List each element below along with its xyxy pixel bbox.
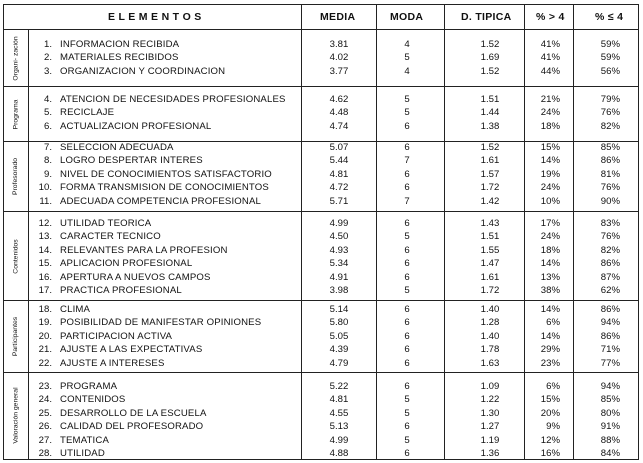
cell-moda: 6 xyxy=(404,317,410,329)
cell-moda: 4 xyxy=(404,39,410,50)
header-d-tipica: D. TIPICA xyxy=(461,11,512,23)
item-number: 8. xyxy=(43,155,52,167)
cell-pct-gt4: 41% xyxy=(540,39,560,50)
cell-moda: 6 xyxy=(404,344,410,356)
cell-moda: 6 xyxy=(404,330,410,342)
item-number: 5. xyxy=(43,107,52,119)
item-number: 27. xyxy=(38,434,52,446)
cell-moda: 6 xyxy=(404,182,410,194)
cell-moda: 6 xyxy=(404,120,410,132)
group-divider xyxy=(4,141,638,142)
item-number: 16. xyxy=(38,271,52,283)
cell-pct-le4: 91% xyxy=(600,421,620,433)
cell-pct-le4: 85% xyxy=(600,142,620,153)
item-label: ADECUADA COMPETENCIA PROFESIONAL xyxy=(60,195,261,207)
table-row xyxy=(4,195,638,208)
item-number: 10. xyxy=(38,182,52,194)
cell-moda: 7 xyxy=(404,195,410,207)
cell-pct-le4: 90% xyxy=(600,195,620,207)
item-label: ATENCION DE NECESIDADES PROFESIONALES xyxy=(60,94,286,105)
cell-media: 3.81 xyxy=(329,39,349,50)
item-number: 23. xyxy=(38,381,52,392)
cell-pct-le4: 86% xyxy=(600,258,620,270)
table-row xyxy=(4,420,638,433)
cell-moda: 5 xyxy=(404,285,410,297)
item-number: 24. xyxy=(38,394,52,406)
cell-pct-le4: 82% xyxy=(600,244,620,256)
cell-pct-gt4: 21% xyxy=(540,94,560,105)
cell-d-tipica: 1.28 xyxy=(480,317,500,329)
item-label: TEMATICA xyxy=(60,434,109,446)
item-label: NIVEL DE CONOCIMIENTOS SATISFACTORIO xyxy=(60,168,272,180)
cell-moda: 4 xyxy=(404,65,410,77)
cell-pct-gt4: 24% xyxy=(540,231,560,243)
cell-media: 5.71 xyxy=(329,195,349,207)
cell-moda: 5 xyxy=(404,407,410,419)
cell-pct-gt4: 38% xyxy=(540,285,560,297)
cell-media: 4.50 xyxy=(329,231,349,243)
cell-media: 3.77 xyxy=(329,65,349,77)
cell-moda: 7 xyxy=(404,155,410,167)
cell-media: 4.91 xyxy=(329,271,349,283)
cell-d-tipica: 1.52 xyxy=(480,39,500,50)
cell-moda: 6 xyxy=(404,448,410,460)
cell-media: 4.55 xyxy=(329,407,349,419)
cell-d-tipica: 1.09 xyxy=(480,381,500,392)
table-row xyxy=(4,434,638,447)
cell-pct-gt4: 44% xyxy=(540,65,560,77)
group-label-text: Participantes xyxy=(12,316,20,357)
table-row xyxy=(4,284,638,297)
cell-pct-gt4: 24% xyxy=(540,107,560,119)
cell-pct-le4: 81% xyxy=(600,168,620,180)
cell-moda: 6 xyxy=(404,258,410,270)
cell-d-tipica: 1.36 xyxy=(480,448,500,460)
item-label: CARACTER TECNICO xyxy=(60,231,161,243)
cell-pct-gt4: 9% xyxy=(546,421,560,433)
table-row xyxy=(4,51,638,64)
cell-pct-gt4: 6% xyxy=(546,381,560,392)
item-number: 12. xyxy=(38,218,52,229)
cell-media: 4.81 xyxy=(329,394,349,406)
group-divider xyxy=(4,86,638,87)
table-row xyxy=(4,93,638,106)
cell-d-tipica: 1.52 xyxy=(480,65,500,77)
table-row xyxy=(4,407,638,420)
cell-d-tipica: 1.30 xyxy=(480,407,500,419)
group-label-text: Contenidos xyxy=(12,238,20,274)
table-row xyxy=(4,316,638,329)
cell-pct-le4: 79% xyxy=(600,94,620,105)
table-row xyxy=(4,303,638,316)
cell-media: 4.99 xyxy=(329,218,349,229)
item-number: 28. xyxy=(38,448,52,460)
item-number: 6. xyxy=(43,120,52,132)
cell-d-tipica: 1.43 xyxy=(480,218,500,229)
item-number: 15. xyxy=(38,258,52,270)
cell-media: 5.80 xyxy=(329,317,349,329)
cell-d-tipica: 1.69 xyxy=(480,52,500,64)
cell-media: 4.74 xyxy=(329,120,349,132)
cell-media: 3.98 xyxy=(329,285,349,297)
cell-moda: 6 xyxy=(404,244,410,256)
item-label: POSIBILIDAD DE MANIFESTAR OPINIONES xyxy=(60,317,262,329)
cell-pct-gt4: 6% xyxy=(546,317,560,329)
cell-moda: 5 xyxy=(404,394,410,406)
cell-d-tipica: 1.72 xyxy=(480,182,500,194)
cell-pct-le4: 62% xyxy=(600,285,620,297)
table-row xyxy=(4,380,638,393)
cell-pct-le4: 59% xyxy=(600,52,620,64)
cell-pct-gt4: 24% xyxy=(540,182,560,194)
item-label: PARTICIPACION ACTIVA xyxy=(60,330,173,342)
cell-media: 5.13 xyxy=(329,421,349,433)
cell-moda: 6 xyxy=(404,142,410,153)
cell-pct-le4: 71% xyxy=(600,344,620,356)
evaluation-table xyxy=(3,4,639,460)
item-label: RELEVANTES PARA LA PROFESION xyxy=(60,244,228,256)
cell-d-tipica: 1.40 xyxy=(480,304,500,315)
item-number: 4. xyxy=(43,94,52,105)
item-number: 2. xyxy=(43,52,52,64)
cell-moda: 6 xyxy=(404,357,410,369)
item-label: ORGANIZACION Y COORDINACION xyxy=(60,65,226,77)
cell-pct-gt4: 18% xyxy=(540,120,560,132)
cell-media: 5.22 xyxy=(329,381,349,392)
cell-media: 5.14 xyxy=(329,304,349,315)
cell-pct-gt4: 16% xyxy=(540,448,560,460)
cell-pct-gt4: 13% xyxy=(540,271,560,283)
group-label-text: Profesorado xyxy=(12,157,20,196)
cell-d-tipica: 1.51 xyxy=(480,231,500,243)
cell-d-tipica: 1.61 xyxy=(480,271,500,283)
cell-pct-le4: 94% xyxy=(600,317,620,329)
cell-pct-le4: 84% xyxy=(600,448,620,460)
item-number: 7. xyxy=(43,142,52,153)
cell-pct-gt4: 12% xyxy=(540,434,560,446)
cell-pct-le4: 59% xyxy=(600,39,620,50)
cell-media: 5.07 xyxy=(329,142,349,153)
cell-pct-gt4: 15% xyxy=(540,394,560,406)
table-row xyxy=(4,447,638,460)
cell-media: 5.34 xyxy=(329,258,349,270)
item-label: AJUSTE A LAS EXPECTATIVAS xyxy=(60,344,203,356)
item-number: 21. xyxy=(38,344,52,356)
table-row xyxy=(4,357,638,370)
cell-pct-le4: 85% xyxy=(600,394,620,406)
item-label: UTILIDAD TEORICA xyxy=(60,218,152,229)
table-row xyxy=(4,141,638,154)
cell-pct-le4: 87% xyxy=(600,271,620,283)
item-label: UTILIDAD xyxy=(60,448,105,460)
table-header xyxy=(4,5,638,30)
cell-pct-gt4: 14% xyxy=(540,330,560,342)
cell-media: 4.93 xyxy=(329,244,349,256)
cell-pct-le4: 76% xyxy=(600,231,620,243)
item-number: 20. xyxy=(38,330,52,342)
item-label: APERTURA A NUEVOS CAMPOS xyxy=(60,271,211,283)
item-number: 9. xyxy=(43,168,52,180)
item-number: 22. xyxy=(38,357,52,369)
cell-d-tipica: 1.19 xyxy=(480,434,500,446)
item-number: 1. xyxy=(43,39,52,50)
cell-d-tipica: 1.55 xyxy=(480,244,500,256)
cell-pct-gt4: 18% xyxy=(540,244,560,256)
cell-d-tipica: 1.51 xyxy=(480,94,500,105)
cell-moda: 6 xyxy=(404,381,410,392)
cell-pct-le4: 86% xyxy=(600,155,620,167)
cell-pct-le4: 86% xyxy=(600,330,620,342)
table-row xyxy=(4,106,638,119)
cell-pct-gt4: 19% xyxy=(540,168,560,180)
header-elementos: E L E M E N T O S xyxy=(108,11,202,23)
item-number: 18. xyxy=(38,304,52,315)
cell-d-tipica: 1.52 xyxy=(480,142,500,153)
table-row xyxy=(4,393,638,406)
group-label-text: Valoración general xyxy=(12,386,20,444)
cell-moda: 6 xyxy=(404,218,410,229)
item-label: APLICACION PROFESIONAL xyxy=(60,258,193,270)
cell-pct-gt4: 14% xyxy=(540,258,560,270)
cell-d-tipica: 1.61 xyxy=(480,155,500,167)
item-number: 14. xyxy=(38,244,52,256)
cell-media: 4.79 xyxy=(329,357,349,369)
cell-pct-gt4: 14% xyxy=(540,155,560,167)
cell-pct-le4: 76% xyxy=(600,182,620,194)
cell-pct-le4: 94% xyxy=(600,381,620,392)
table-row xyxy=(4,271,638,284)
cell-pct-gt4: 41% xyxy=(540,52,560,64)
cell-media: 4.62 xyxy=(329,94,349,105)
item-number: 13. xyxy=(38,231,52,243)
item-label: INFORMACION RECIBIDA xyxy=(60,39,180,50)
cell-pct-gt4: 10% xyxy=(540,195,560,207)
cell-pct-gt4: 15% xyxy=(540,142,560,153)
table-row xyxy=(4,65,638,78)
cell-d-tipica: 1.63 xyxy=(480,357,500,369)
header-pct-le4: % ≤ 4 xyxy=(595,11,624,23)
table-row xyxy=(4,244,638,257)
cell-media: 4.81 xyxy=(329,168,349,180)
item-label: CONTENIDOS xyxy=(60,394,126,406)
cell-media: 4.39 xyxy=(329,344,349,356)
cell-d-tipica: 1.72 xyxy=(480,285,500,297)
cell-media: 4.99 xyxy=(329,434,349,446)
group-divider xyxy=(4,372,638,373)
cell-d-tipica: 1.40 xyxy=(480,330,500,342)
table-row xyxy=(4,181,638,194)
group-divider xyxy=(4,300,638,301)
cell-moda: 6 xyxy=(404,168,410,180)
table-row xyxy=(4,38,638,51)
cell-d-tipica: 1.42 xyxy=(480,195,500,207)
cell-pct-le4: 88% xyxy=(600,434,620,446)
cell-media: 4.88 xyxy=(329,448,349,460)
table-row xyxy=(4,330,638,343)
cell-pct-gt4: 17% xyxy=(540,218,560,229)
cell-d-tipica: 1.27 xyxy=(480,421,500,433)
cell-pct-le4: 77% xyxy=(600,357,620,369)
item-label: RECICLAJE xyxy=(60,107,115,119)
cell-d-tipica: 1.44 xyxy=(480,107,500,119)
item-label: SELECCION ADECUADA xyxy=(60,142,174,153)
table-row xyxy=(4,257,638,270)
item-label: CALIDAD DEL PROFESORADO xyxy=(60,421,204,433)
cell-moda: 6 xyxy=(404,304,410,315)
cell-moda: 6 xyxy=(404,421,410,433)
cell-moda: 5 xyxy=(404,52,410,64)
cell-pct-le4: 56% xyxy=(600,65,620,77)
cell-d-tipica: 1.78 xyxy=(480,344,500,356)
header-moda: MODA xyxy=(390,11,424,23)
table-row xyxy=(4,230,638,243)
group-divider xyxy=(4,211,638,212)
cell-moda: 5 xyxy=(404,94,410,105)
table-row xyxy=(4,168,638,181)
cell-media: 5.44 xyxy=(329,155,349,167)
cell-d-tipica: 1.47 xyxy=(480,258,500,270)
table-row xyxy=(4,154,638,167)
cell-moda: 5 xyxy=(404,107,410,119)
cell-pct-gt4: 29% xyxy=(540,344,560,356)
item-number: 17. xyxy=(38,285,52,297)
cell-pct-le4: 76% xyxy=(600,107,620,119)
item-label: LOGRO DESPERTAR INTERES xyxy=(60,155,203,167)
item-label: PROGRAMA xyxy=(60,381,118,392)
item-number: 3. xyxy=(43,65,52,77)
cell-d-tipica: 1.57 xyxy=(480,168,500,180)
cell-media: 4.02 xyxy=(329,52,349,64)
item-label: PRACTICA PROFESIONAL xyxy=(60,285,182,297)
cell-moda: 5 xyxy=(404,231,410,243)
item-label: CLIMA xyxy=(60,304,91,315)
item-number: 26. xyxy=(38,421,52,433)
header-media: MEDIA xyxy=(320,11,356,23)
cell-pct-le4: 83% xyxy=(600,218,620,229)
item-number: 25. xyxy=(38,407,52,419)
table-row xyxy=(4,120,638,133)
cell-pct-gt4: 20% xyxy=(540,407,560,419)
cell-d-tipica: 1.38 xyxy=(480,120,500,132)
item-label: DESARROLLO DE LA ESCUELA xyxy=(60,407,207,419)
cell-pct-le4: 82% xyxy=(600,120,620,132)
cell-pct-gt4: 14% xyxy=(540,304,560,315)
table-row xyxy=(4,343,638,356)
cell-pct-le4: 86% xyxy=(600,304,620,315)
item-label: FORMA TRANSMISION DE CONOCIMIENTOS xyxy=(60,182,269,194)
cell-pct-le4: 80% xyxy=(600,407,620,419)
group-label-text: Organi- zación xyxy=(12,36,20,81)
item-label: MATERIALES RECIBIDOS xyxy=(60,52,179,64)
cell-media: 5.05 xyxy=(329,330,349,342)
item-label: ACTUALIZACION PROFESIONAL xyxy=(60,120,212,132)
cell-media: 4.72 xyxy=(329,182,349,194)
item-number: 11. xyxy=(39,195,52,207)
table-row xyxy=(4,217,638,230)
group-label-text: Programa xyxy=(12,99,20,129)
cell-media: 4.48 xyxy=(329,107,349,119)
cell-pct-gt4: 23% xyxy=(540,357,560,369)
cell-moda: 6 xyxy=(404,271,410,283)
cell-moda: 5 xyxy=(404,434,410,446)
header-pct-gt4: % > 4 xyxy=(536,11,565,23)
item-label: AJUSTE A INTERESES xyxy=(60,357,165,369)
item-number: 19. xyxy=(38,317,52,329)
cell-d-tipica: 1.22 xyxy=(480,394,500,406)
